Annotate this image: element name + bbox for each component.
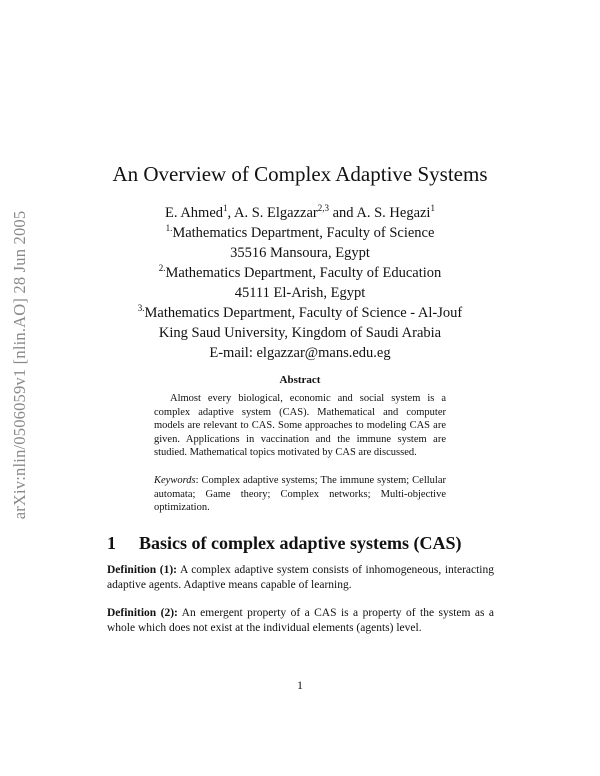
- author-2-affiliation-mark: 2,3: [317, 203, 329, 214]
- definition-2-label: Definition (2):: [107, 607, 178, 619]
- paper-title: An Overview of Complex Adaptive Systems: [112, 162, 488, 186]
- abstract-text: Almost every biological, economic and social system is a complex adaptive system (CAS). Mathematical and computer models are relevant to CAS. Some approaches to modeling CAS are given. Applications in vaccination and the immune system are studied. Mathematical topics motivated by CAS are discussed.: [154, 393, 446, 459]
- affiliation-2-department: Mathematics Department, Faculty of Education: [165, 265, 442, 281]
- author-1: E. Ahmed: [165, 205, 224, 221]
- affiliation-2-line-1: [90, 263, 510, 283]
- keywords: [154, 474, 446, 515]
- section-number: 1: [107, 533, 116, 553]
- affiliation-2-mark: 2.: [158, 263, 166, 274]
- keywords-label: Keywords: [154, 475, 196, 486]
- section-title: Basics of complex adaptive systems (CAS): [139, 533, 462, 553]
- affiliation-2-line-2: 45111 El-Arish, Egypt: [234, 285, 366, 301]
- definition-1-text: A complex adaptive system consists of inhomogeneous, interacting adaptive agents. Adaptive means capable of learning.: [107, 564, 495, 591]
- affiliation-1-line-2: 35516 Mansoura, Egypt: [230, 245, 370, 261]
- affiliation-3-line-2: King Saud University, Kingdom of Saudi Arabia: [158, 325, 442, 341]
- author-block: [90, 203, 510, 363]
- affiliation-3-mark: 3.: [137, 303, 145, 314]
- affiliation-1-department: Mathematics Department, Faculty of Science: [172, 225, 435, 241]
- abstract-heading: Abstract: [279, 374, 321, 386]
- definition-2-text: An emergent property of a CAS is a property of the system as a whole which does not exist at the individual elements (agents) level.: [107, 607, 494, 634]
- arxiv-identifier-text: arXiv:nlin/0506059v1 [nlin.AO] 28 Jun 2005: [10, 210, 29, 520]
- contact-email: E-mail: elgazzar@mans.edu.eg: [209, 345, 391, 361]
- section-heading: [107, 533, 507, 554]
- affiliation-3-department: Mathematics Department, Faculty of Science - Al-Jouf: [144, 305, 463, 321]
- definition-1-label: Definition (1):: [107, 564, 178, 576]
- author-1-affiliation-mark: 1: [223, 203, 228, 214]
- author-2: , A. S. Elgazzar: [227, 205, 318, 221]
- page-number: 1: [297, 678, 303, 692]
- author-line: [90, 203, 510, 223]
- affiliation-1-mark: 1.: [165, 223, 173, 234]
- definition-1: [107, 563, 494, 593]
- arxiv-identifier-stamp: [0, 180, 40, 550]
- keywords-text: : Complex adaptive systems; The immune system; Cellular automata; Game theory; Complex networks; Multi-objective optimization.: [154, 475, 446, 514]
- author-3: and A. S. Hegazi: [328, 205, 431, 221]
- affiliation-3-line-1: [90, 303, 510, 323]
- definition-2: [107, 606, 494, 636]
- affiliation-1-line-1: [90, 223, 510, 243]
- author-3-affiliation-mark: 1: [430, 203, 435, 214]
